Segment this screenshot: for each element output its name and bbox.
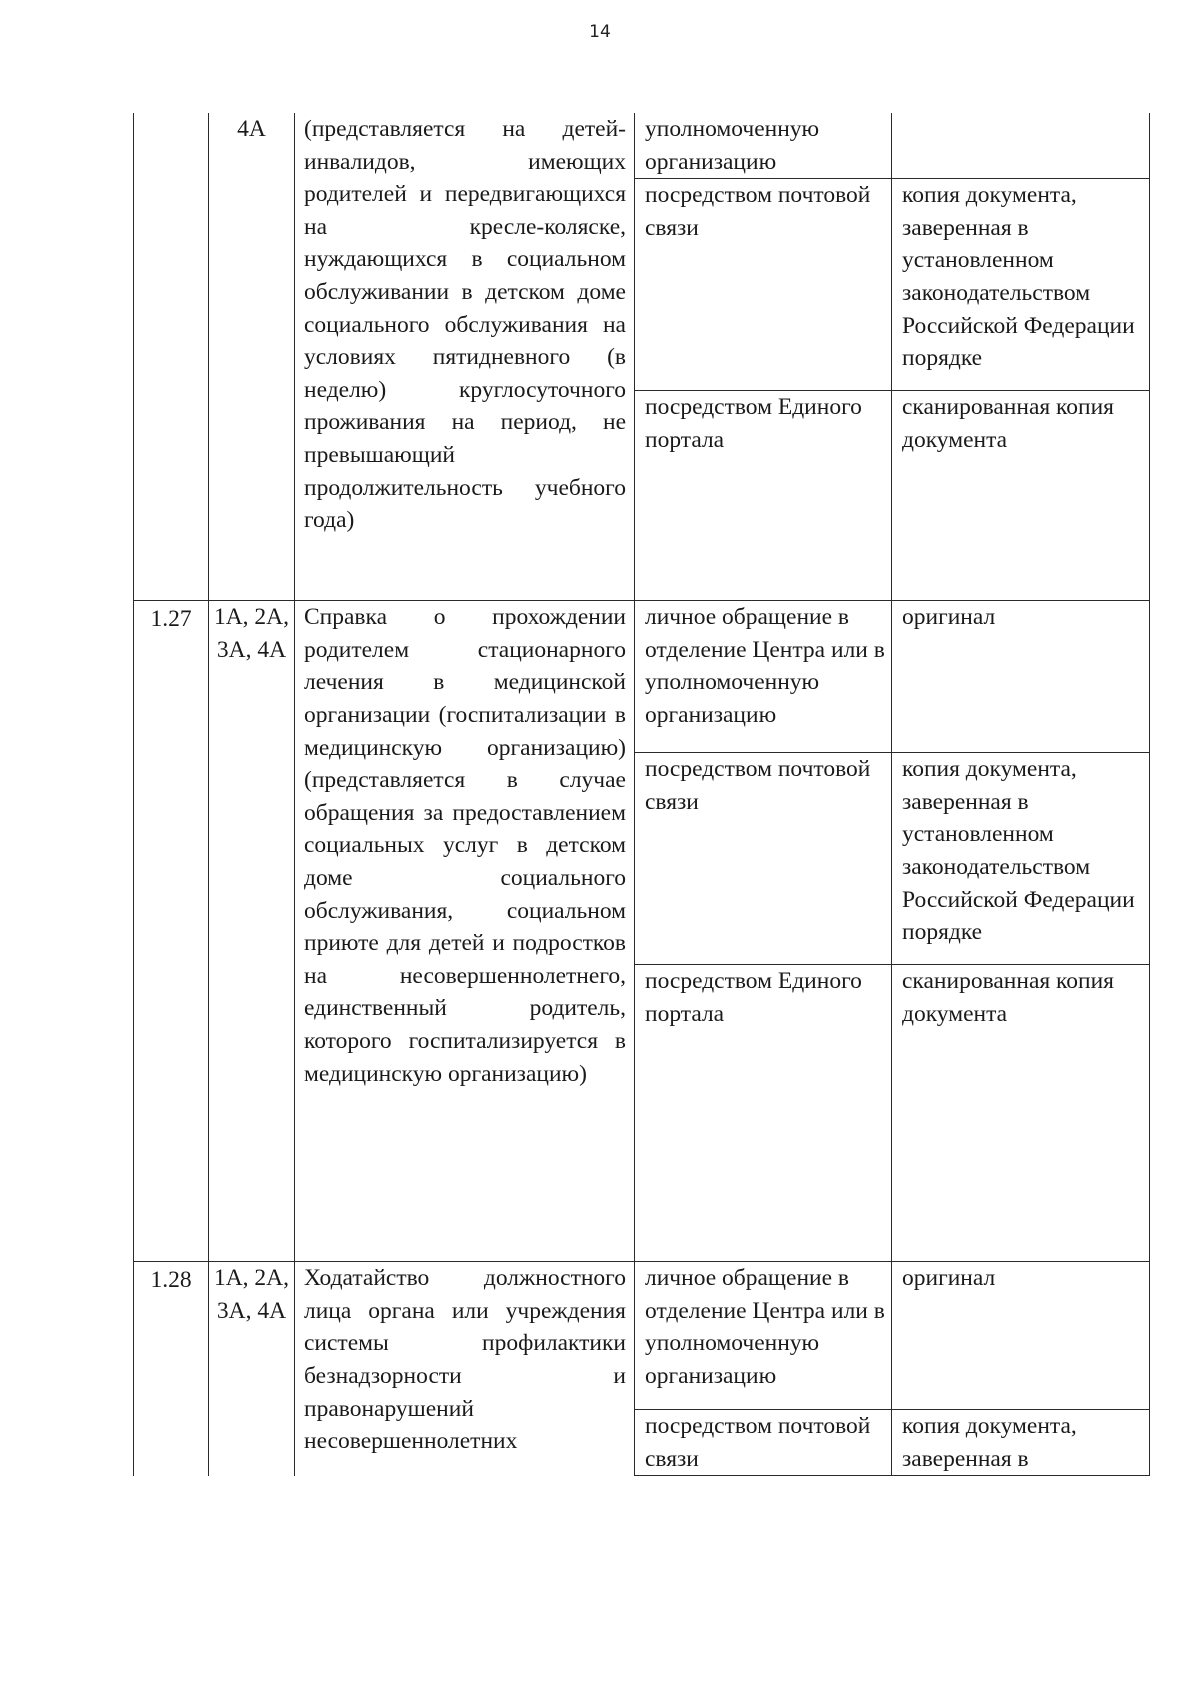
form-cell: копия документа, заверенная в установленном законодательством Российской Федерации порядке [892,753,1150,965]
category-cell: 1А, 2А, 3А, 4А [209,1262,295,1476]
row-number-cell: 1.27 [134,601,209,1262]
method-cell: уполномоченную организацию [635,113,892,179]
method-cell: посредством Единого портала [635,391,892,601]
method-cell: личное обращение в отделение Центра или в уполномоченную организацию [635,601,892,753]
documents-table [133,113,1150,1476]
form-cell [892,113,1150,179]
table-row [134,1262,1150,1410]
form-cell: сканированная копия документа [892,391,1150,601]
form-cell: копия документа, заверенная в [892,1410,1150,1476]
form-cell: оригинал [892,1262,1150,1410]
method-cell: личное обращение в отделение Центра или в уполномоченную организацию [635,1262,892,1410]
document-cell: Справка о прохождении родителем стационарного лечения в медицинской организации (госпитализации в медицинскую организацию) (представляется в случае обращения за предоставлением социальных услуг в детском доме социального обслуживания, социальном приюте для детей и подростков на несовершеннолетнего, единственный родитель, которого госпитализируется в медицинскую организацию) [295,601,635,1262]
method-cell: посредством Единого портала [635,965,892,1262]
form-cell: копия документа, заверенная в установленном законодательством Российской Федерации порядке [892,179,1150,391]
page-number: 14 [589,22,611,42]
form-cell: сканированная копия документа [892,965,1150,1262]
table-row [134,601,1150,753]
row-number-cell [134,113,209,601]
document-cell: Ходатайство должностного лица органа или учреждения системы профилактики безнадзорности и правонарушений несовершеннолетних [295,1262,635,1476]
document-cell: (представляется на детей-инвалидов, имеющих родителей и передвигающихся на кресле-коляске, нуждающихся в социальном обслуживании в детском доме социального обслуживания на условиях пятидневного (в неделю) круглосуточного проживания на период, не превышающий продолжительность учебного года) [295,113,635,601]
method-cell: посредством почтовой связи [635,753,892,965]
category-cell: 4А [209,113,295,601]
form-cell: оригинал [892,601,1150,753]
category-cell: 1А, 2А, 3А, 4А [209,601,295,1262]
row-number-cell: 1.28 [134,1262,209,1476]
table-row [134,113,1150,179]
method-cell: посредством почтовой связи [635,179,892,391]
method-cell: посредством почтовой связи [635,1410,892,1476]
